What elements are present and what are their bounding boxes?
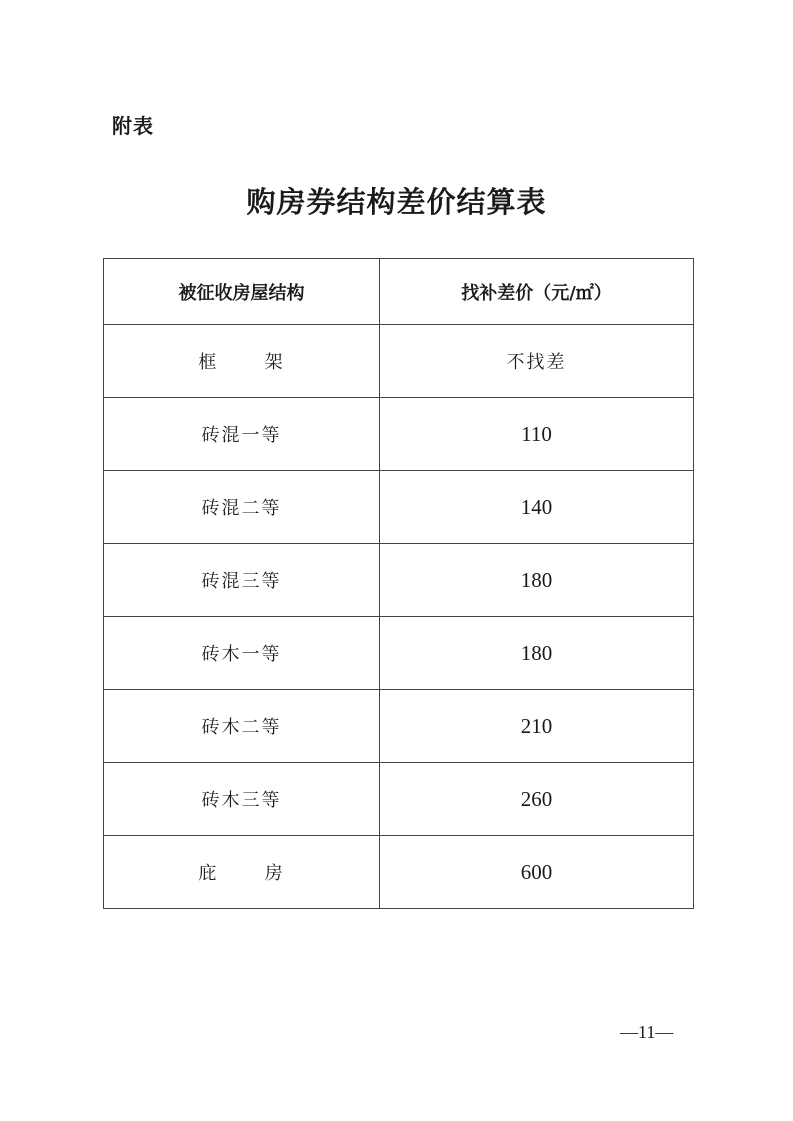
price-cell: 180 — [380, 544, 694, 617]
structure-cell: 框 架 — [104, 325, 380, 398]
structure-cell: 庇 房 — [104, 836, 380, 909]
structure-cell: 砖木三等 — [104, 763, 380, 836]
table-row — [104, 544, 694, 617]
price-cell: 110 — [380, 398, 694, 471]
table-row — [104, 690, 694, 763]
page-title: 购房券结构差价结算表 — [246, 185, 547, 219]
price-cell: 210 — [380, 690, 694, 763]
price-cell: 180 — [380, 617, 694, 690]
page-number: —11— — [620, 1022, 674, 1042]
table-row — [104, 617, 694, 690]
price-cell: 600 — [380, 836, 694, 909]
table-row — [104, 325, 694, 398]
column-header-price: 找补差价（元/㎡） — [380, 259, 694, 325]
price-cell: 260 — [380, 763, 694, 836]
table-row — [104, 398, 694, 471]
price-cell: 140 — [380, 471, 694, 544]
appendix-label: 附表 — [112, 114, 154, 138]
structure-cell: 砖木二等 — [104, 690, 380, 763]
structure-cell: 砖混三等 — [104, 544, 380, 617]
structure-cell: 砖混二等 — [104, 471, 380, 544]
price-cell: 不找差 — [380, 325, 694, 398]
table-row — [104, 836, 694, 909]
structure-cell: 砖混一等 — [104, 398, 380, 471]
settlement-table — [103, 258, 694, 909]
table-row — [104, 471, 694, 544]
table-header-row — [104, 259, 694, 325]
table-row — [104, 763, 694, 836]
structure-cell: 砖木一等 — [104, 617, 380, 690]
column-header-structure: 被征收房屋结构 — [104, 259, 380, 325]
